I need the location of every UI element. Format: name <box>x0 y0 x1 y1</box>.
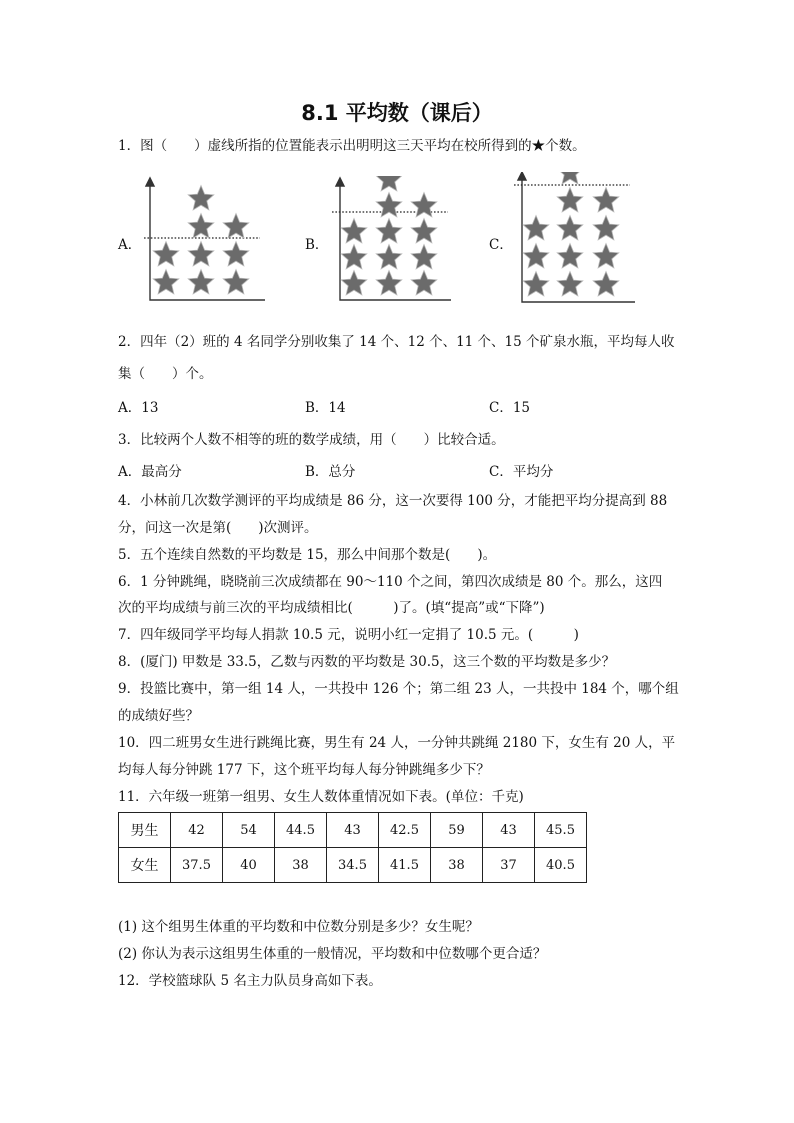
question-1: 1．图（ ）虚线所指的位置能表示出明明这三天平均在校所得到的★个数。 <box>118 138 586 154</box>
star-icon <box>341 219 367 243</box>
star-icon <box>593 272 619 296</box>
star-icon <box>523 272 549 296</box>
table-row <box>119 848 587 883</box>
question-11-sub-2: (2) 你认为表示这组男生体重的一般情况，平均数和中位数哪个更合适？ <box>118 946 547 962</box>
table-cell: 40 <box>223 848 275 883</box>
star-icon <box>376 271 402 295</box>
star-icon <box>376 176 402 191</box>
star-icon <box>153 270 179 294</box>
question-9-line-2: 的成绩好些？ <box>118 708 199 724</box>
question-2-line-1: 2．四年（2）班的 4 名同学分别收集了 14 个、12 个、11 个、15 个矿泉水瓶，平均每人收 <box>118 334 675 350</box>
table-cell: 37.5 <box>171 848 223 883</box>
question-12: 12．学校篮球队 5 名主力队员身高如下表。 <box>118 973 382 989</box>
star-icon <box>411 245 437 269</box>
question-5: 5．五个连续自然数的平均数是 15，那么中间那个数是( )。 <box>118 547 497 563</box>
question-10-line-2: 均每人每分钟跳 177 下，这个班平均每人每分钟跳绳多少下？ <box>118 762 490 778</box>
question-8: 8．(厦门) 甲数是 33.5，乙数与丙数的平均数是 30.5，这三个数的平均数是多少？ <box>118 654 616 670</box>
star-icon <box>188 214 214 238</box>
q3-option-a: A．最高分 <box>118 464 182 480</box>
star-icon <box>188 270 214 294</box>
question-11: 11．六年级一班第一组男、女生人数体重情况如下表。(单位：千克) <box>118 789 524 805</box>
q3-option-c: C．平均分 <box>489 464 554 480</box>
star-icon <box>593 216 619 240</box>
question-10-line-1: 10．四二班男女生进行跳绳比赛，男生有 24 人，一分钟共跳绳 2180 下，女生有 20 人，平 <box>118 735 676 751</box>
star-icon <box>223 270 249 294</box>
table-cell: 44.5 <box>275 813 327 848</box>
weight-table <box>118 812 587 883</box>
star-icon <box>223 214 249 238</box>
question-7: 7．四年级同学平均每人捐款 10.5 元，说明小红一定捐了 10.5 元。( ) <box>118 627 579 643</box>
option-c-label: C． <box>489 237 513 253</box>
question-6-line-2: 次的平均成绩与前三次的平均成绩相比( )了。(填“提高”或“下降”) <box>118 600 545 616</box>
star-icon <box>593 188 619 212</box>
star-icon <box>557 172 583 184</box>
star-figure-a <box>140 176 270 308</box>
star-icon <box>557 188 583 212</box>
star-icon <box>593 244 619 268</box>
question-4-line-1: 4．小林前几次数学测评的平均成绩是 86 分，这一次要得 100 分，才能把平均分提高到 88 <box>118 493 668 509</box>
option-a-label: A． <box>118 237 142 253</box>
table-cell: 54 <box>223 813 275 848</box>
table-cell: 43 <box>483 813 535 848</box>
star-icon <box>376 193 402 217</box>
question-2-line-2: 集（ ）个。 <box>118 366 213 382</box>
question-11-sub-1: (1) 这个组男生体重的平均数和中位数分别是多少？女生呢？ <box>118 919 479 935</box>
star-icon <box>376 245 402 269</box>
star-figure-c <box>510 172 640 308</box>
q2-option-b: B．14 <box>305 400 346 416</box>
table-cell: 41.5 <box>379 848 431 883</box>
star-icon <box>557 272 583 296</box>
row-header-girls: 女生 <box>119 848 171 883</box>
star-icon <box>411 219 437 243</box>
star-icon <box>376 219 402 243</box>
star-icon <box>557 216 583 240</box>
option-b-label: B． <box>305 237 329 253</box>
table-cell: 59 <box>431 813 483 848</box>
star-icon <box>188 242 214 266</box>
question-3: 3．比较两个人数不相等的班的数学成绩，用（ ）比较合适。 <box>118 432 505 448</box>
question-6-line-1: 6．1 分钟跳绳，晓晓前三次成绩都在 90～110 个之间，第四次成绩是 80 个。那么，这四 <box>118 574 663 590</box>
star-icon <box>523 216 549 240</box>
table-cell: 42 <box>171 813 223 848</box>
table-row <box>119 813 587 848</box>
star-icon <box>341 271 367 295</box>
star-icon <box>341 245 367 269</box>
question-9-line-1: 9．投篮比赛中，第一组 14 人，一共投中 126 个；第二组 23 人，一共投中 184 个，哪个组 <box>118 681 679 697</box>
page-title: 8.1 平均数（课后） <box>301 101 493 125</box>
q2-option-a: A．13 <box>118 400 159 416</box>
q2-option-c: C．15 <box>489 400 531 416</box>
star-icon <box>523 244 549 268</box>
table-cell: 40.5 <box>535 848 587 883</box>
star-icon <box>411 193 437 217</box>
star-icon <box>153 242 179 266</box>
table-cell: 43 <box>327 813 379 848</box>
table-cell: 38 <box>431 848 483 883</box>
row-header-boys: 男生 <box>119 813 171 848</box>
star-icon <box>188 186 214 210</box>
table-cell: 45.5 <box>535 813 587 848</box>
table-cell: 37 <box>483 848 535 883</box>
table-cell: 42.5 <box>379 813 431 848</box>
q3-option-b: B．总分 <box>305 464 356 480</box>
question-4-line-2: 分，问这一次是第( )次测评。 <box>118 520 318 536</box>
table-cell: 34.5 <box>327 848 379 883</box>
table-cell: 38 <box>275 848 327 883</box>
star-icon <box>223 242 249 266</box>
star-icon <box>557 244 583 268</box>
star-figure-b <box>326 176 456 308</box>
star-icon <box>411 271 437 295</box>
